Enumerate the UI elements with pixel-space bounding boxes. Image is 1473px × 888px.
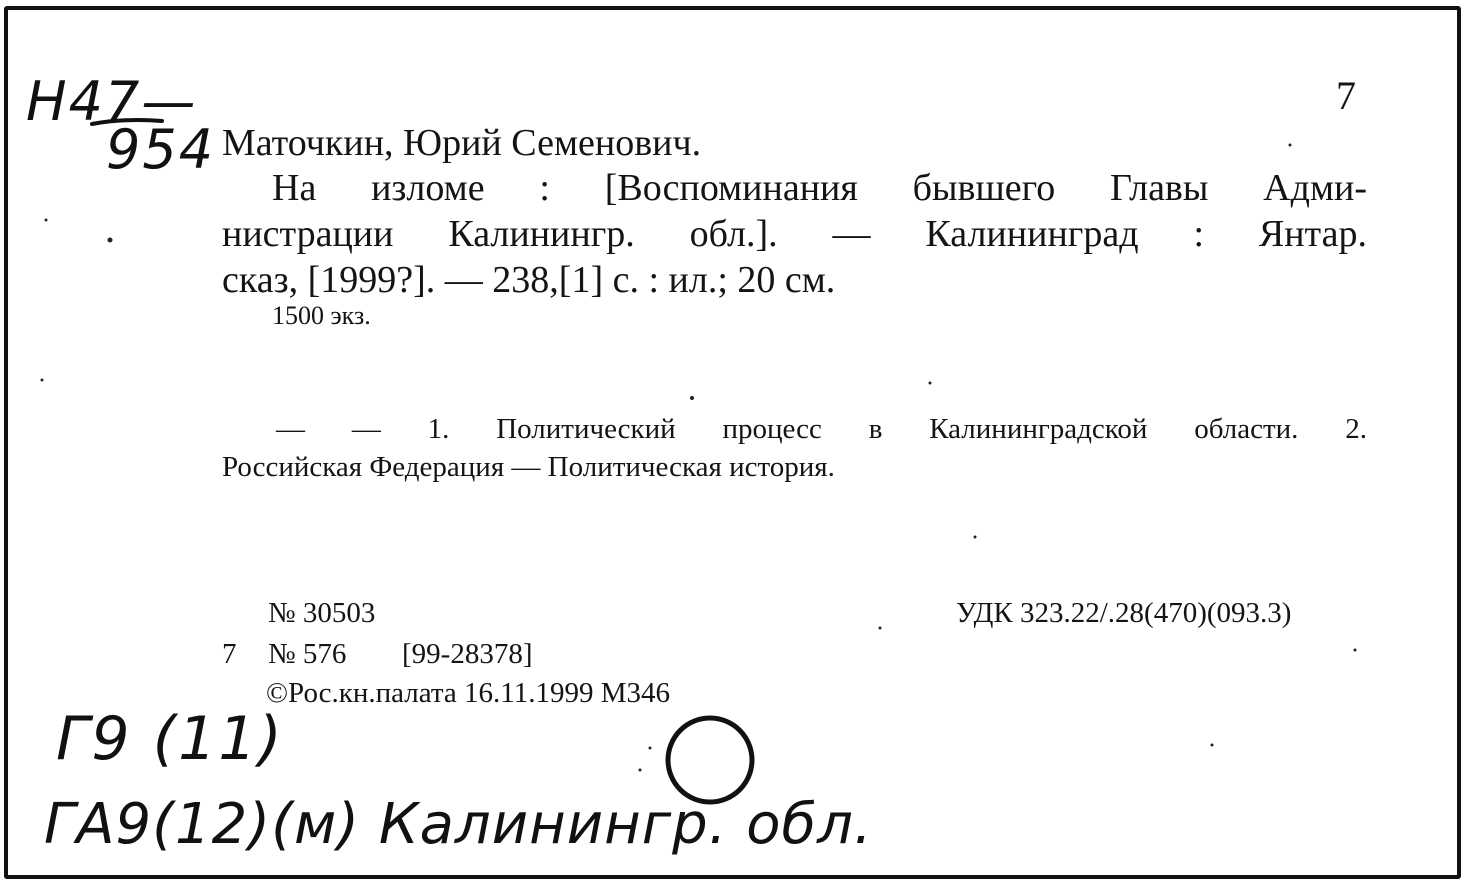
print-run: 1500 экз. xyxy=(272,301,371,330)
description-line-2: нистрации Калинингр. обл.]. — Калининград : Янтар. xyxy=(222,213,1367,255)
description-line-1: На изломе : [Воспоминания бывшего Главы Адми- xyxy=(272,167,1367,209)
handwritten-code-line-2: ГА9(12)(м) Калинингр. обл. xyxy=(44,792,873,857)
author-heading: Маточкин, Юрий Семенович. xyxy=(222,122,702,164)
card-code: [99-28378] xyxy=(402,638,533,670)
handwritten-shelf-mark-top: Н47— xyxy=(26,70,198,133)
card-prefix: 7 xyxy=(222,638,237,670)
description-line-3: сказ, [1999?]. — 238,[1] с. : ил.; 20 см. xyxy=(222,259,836,301)
page-number: 7 xyxy=(1336,73,1356,118)
scan-specks xyxy=(41,144,1357,772)
punch-hole xyxy=(668,718,752,802)
udc-code: УДК 323.22/.28(470)(093.3) xyxy=(956,597,1292,629)
chamber-stamp: ©Рос.кн.палата 16.11.1999 М346 xyxy=(266,677,670,709)
handwritten-shelf-mark-bottom: 954 xyxy=(106,118,216,181)
handwritten-code-line-1: Г9 (11) xyxy=(56,704,284,774)
shelf-mark-underline xyxy=(92,120,162,124)
card-number: № 576 xyxy=(268,638,347,670)
subjects-line-1: — — 1. Политический процесс в Калининградской области. 2. xyxy=(276,413,1367,445)
subjects-line-2: Российская Федерация — Политическая история. xyxy=(222,451,835,483)
record-number: № 30503 xyxy=(268,597,376,629)
